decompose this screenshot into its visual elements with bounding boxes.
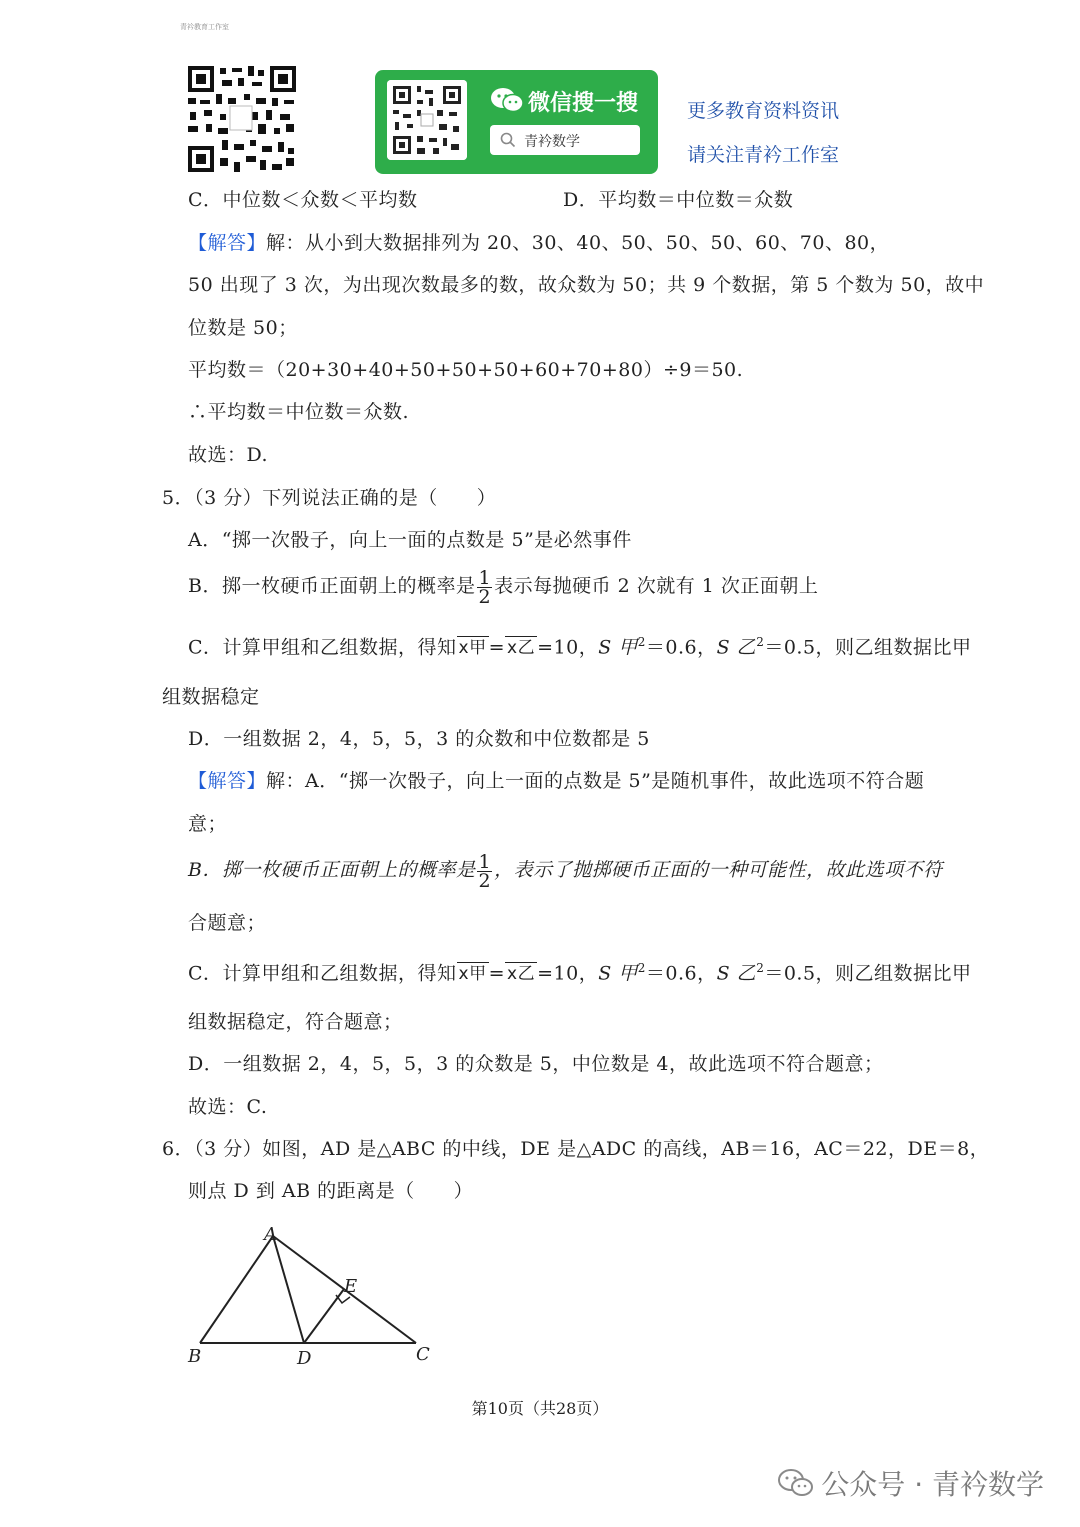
q6-stem: 6．（3 分）如图，AD 是△ABC 的中线，DE 是△ADC 的高线，AB＝16，AC＝22，DE＝8， [162,1138,990,1160]
q5-option-c-line-2: 组数据稳定 [162,686,260,708]
q5-answer-d: D．一组数据 2，4，5，5，3 的众数是 5，中位数是 4，故此选项不符合题意； [188,1053,884,1075]
label-b: B [188,1346,202,1367]
label-a: A [264,1224,277,1245]
promo-line-2: 请关注青衿工作室 [687,144,840,166]
fraction-one-half: $\frac{1}{2}$ [478,850,492,892]
promo-line-1: 更多教育资料资讯 [687,100,840,122]
q4-answer-line-2: 50 出现了 3 次，为出现次数最多的数，故众数为 50；共 9 个数据，第 5 个数为 50，故中 [188,274,985,296]
q5-option-d: D．一组数据 2，4，5，5，3 的众数和中位数都是 5 [188,728,650,750]
q5-option-a: A．“掷一次骰子，向上一面的点数是 5”是必然事件 [188,529,632,551]
wechat-search-title: 微信搜一搜 [528,91,639,116]
answer-tag: 【解答】 [188,770,267,792]
label-d: D [297,1348,312,1369]
watermark: 公众号 · 青衿数学 [777,1463,1044,1503]
label-e: E [344,1276,358,1297]
wechat-qr-code [387,80,467,160]
answer-tag: 【解答】 [188,232,267,254]
segment-ab [200,1236,273,1343]
q5-answer-a-line-2: 意； [188,813,228,835]
wechat-logo-icon [490,86,524,114]
q5-answer-select: 故选：C. [188,1096,268,1118]
fraction-one-half: $\frac{1}{2}$ [478,566,492,608]
label-c: C [416,1344,430,1365]
q4-answer-line-1: 【解答】解：从小到大数据排列为 20、30、40、50、50、50、60、70、80， [188,232,890,254]
q4-answer-line-3: 位数是 50； [188,317,298,339]
search-icon [500,132,516,148]
q6-stem-line-2: 则点 D 到 AB 的距离是（ ） [188,1180,474,1202]
q5-answer-b-line-2: 合题意； [188,912,267,934]
qr-code [186,64,298,174]
q5-answer-b: B．掷一枚硬币正面朝上的概率是 $\frac{1}{2}$ ，表示了抛掷硬币正面的一种可能性，故此选项不符 [188,850,943,892]
header-logo: 青衿教育工作室 [180,23,229,31]
wechat-icon [777,1468,815,1498]
q5-option-c: C．计算甲组和乙组数据，得知 x甲 = x乙 =10，S 甲$^2$＝0.6，S 乙$^2$＝0.5，则乙组数据比甲 [188,635,972,659]
q5-answer-a: 【解答】解：A．“掷一次骰子，向上一面的点数是 5”是随机事件，故此选项不符合题 [188,770,925,792]
q4-answer-line-5: ∴平均数＝中位数＝众数. [188,401,410,423]
q5-answer-c: C．计算甲组和乙组数据，得知 x甲 = x乙 =10，S 甲$^2$＝0.6，S 乙$^2$＝0.5，则乙组数据比甲 [188,961,972,985]
triangle-figure [180,1220,440,1370]
q5-stem: 5．（3 分）下列说法正确的是（ ） [162,487,497,509]
q4-answer-line-4: 平均数＝（20+30+40+50+50+50+60+70+80）÷9＝50. [188,359,744,381]
page-number: 第10页（共28页） [471,1399,609,1418]
q4-option-d: D．平均数＝中位数＝众数 [563,189,794,211]
q4-option-c: C．中位数＜众数＜平均数 [188,189,418,211]
q5-option-b: B．掷一枚硬币正面朝上的概率是 $\frac{1}{2}$ 表示每抛硬币 2 次就有 1 次正面朝上 [188,566,819,608]
wechat-search-text: 青衿数学 [524,134,580,150]
segment-ad [273,1236,304,1343]
q5-answer-c-line-2: 组数据稳定，符合题意； [188,1011,403,1033]
q4-answer-line-6: 故选：D. [188,444,269,466]
